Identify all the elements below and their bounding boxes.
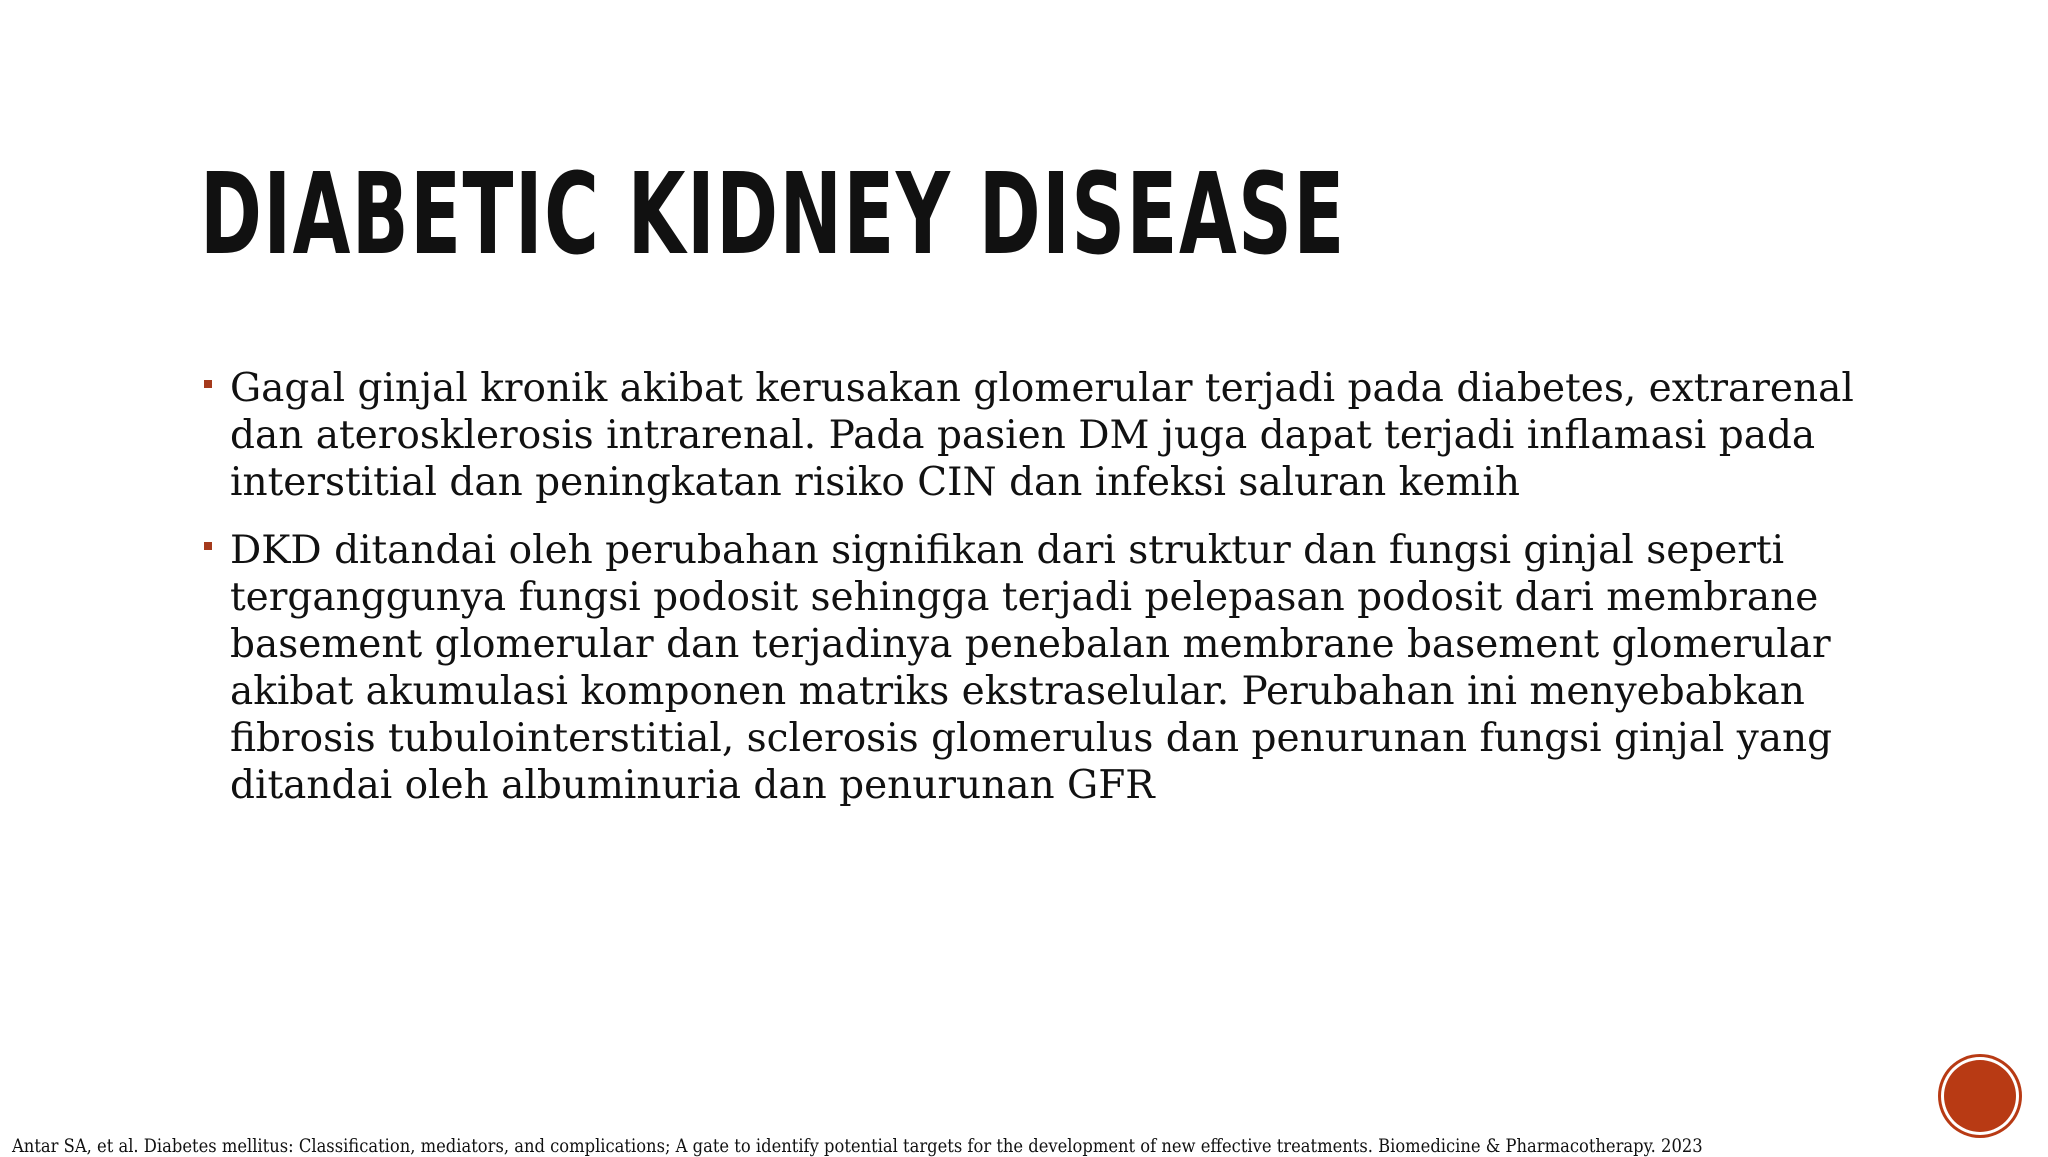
bullet-text: DKD ditandai oleh perubahan signifikan dari struktur dan fungsi ginjal seperti terganggunya fungsi podosit sehingga terjadi pelepasan podosit dari membrane basement glomerular dan terjadinya penebalan membrane basement glomerular akibat akumulasi komponen matriks ekstraselular. Perubahan ini menyebabkan fibrosis tubulointerstitial, sclerosis glomerulus dan penurunan fungsi ginjal yang ditandai oleh albuminuria dan penurunan GFR [230, 528, 1833, 808]
square-bullet-icon [204, 380, 212, 388]
slide-title: DIABETIC KIDNEY DISEASE [200, 150, 1346, 280]
bullet-item [200, 527, 1900, 809]
citation: Antar SA, et al. Diabetes mellitus: Classification, mediators, and complications; A gate to identify potential targets for the development of new effective treatments. Biomedicine & Pharmacotherapy. 2023 [12, 1135, 1703, 1157]
slide-number-circle-icon [1944, 1060, 2016, 1132]
bullet-list [200, 365, 1900, 830]
square-bullet-icon [204, 542, 212, 550]
bullet-text: Gagal ginjal kronik akibat kerusakan glomerular terjadi pada diabetes, extrarenal dan aterosklerosis intrarenal. Pada pasien DM juga dapat terjadi inflamasi pada interstitial dan peningkatan risiko CIN dan infeksi saluran kemih [230, 366, 1854, 505]
bullet-item [200, 365, 1900, 506]
